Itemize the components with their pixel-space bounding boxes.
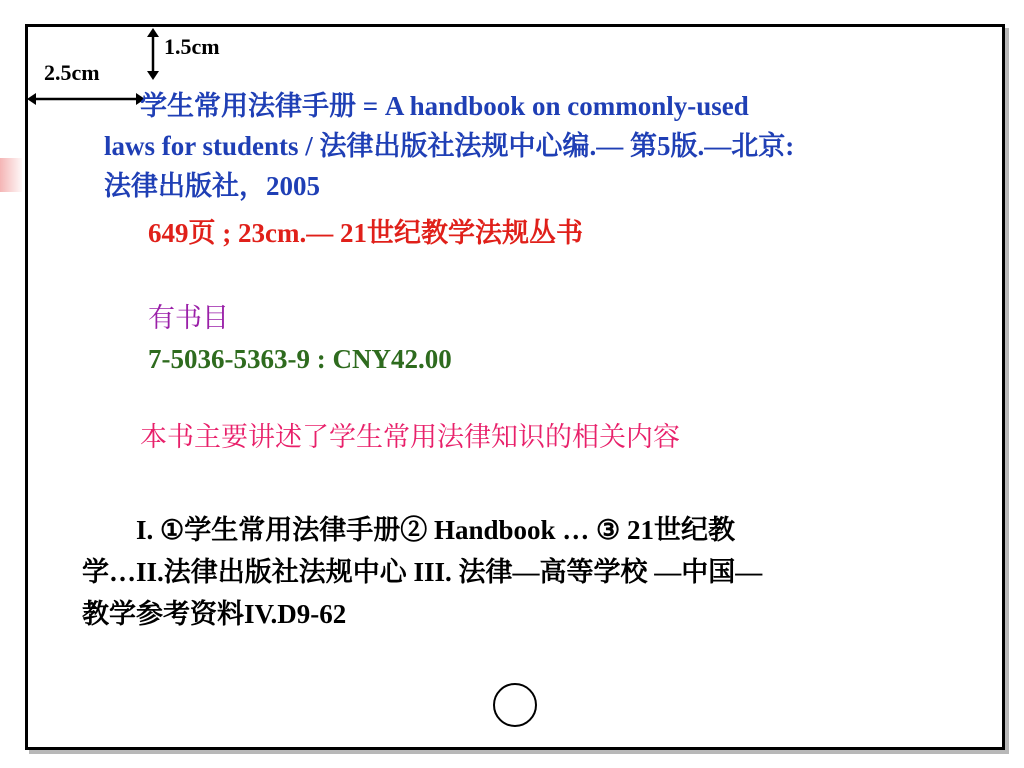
left-margin-arrow-icon — [27, 92, 145, 106]
title-statement-line-3: 法律出版社，2005 — [104, 171, 320, 201]
tracing-line-3: 教学参考资料IV.D9-62 — [82, 599, 347, 629]
tracing-line-2: 学…II.法律出版社法规中心 III. 法律—高等学校 —中国— — [82, 557, 763, 587]
physical-description: 649页 ; 23cm.— 21世纪教学法规丛书 — [148, 218, 583, 248]
tracing-line-1: I. ①学生常用法律手册② Handbook … ③ 21世纪教 — [136, 515, 735, 545]
isbn-price: 7-5036-5363-9 : CNY42.00 — [148, 344, 452, 374]
top-margin-arrow-icon — [146, 28, 160, 80]
title-statement-line-2: laws for students / 法律出版社法规中心编.— 第5版.—北京: — [104, 131, 795, 161]
top-margin-label: 1.5cm — [164, 34, 220, 59]
card-hole-circle — [493, 683, 537, 727]
title-statement-line-1: 学生常用法律手册 = A handbook on commonly-used — [140, 91, 749, 121]
left-margin-label: 2.5cm — [44, 60, 100, 85]
bibliography-note: 有书目 — [148, 303, 229, 333]
decorative-red-gradient — [0, 158, 22, 192]
summary-note: 本书主要讲述了学生常用法律知识的相关内容 — [140, 422, 680, 452]
